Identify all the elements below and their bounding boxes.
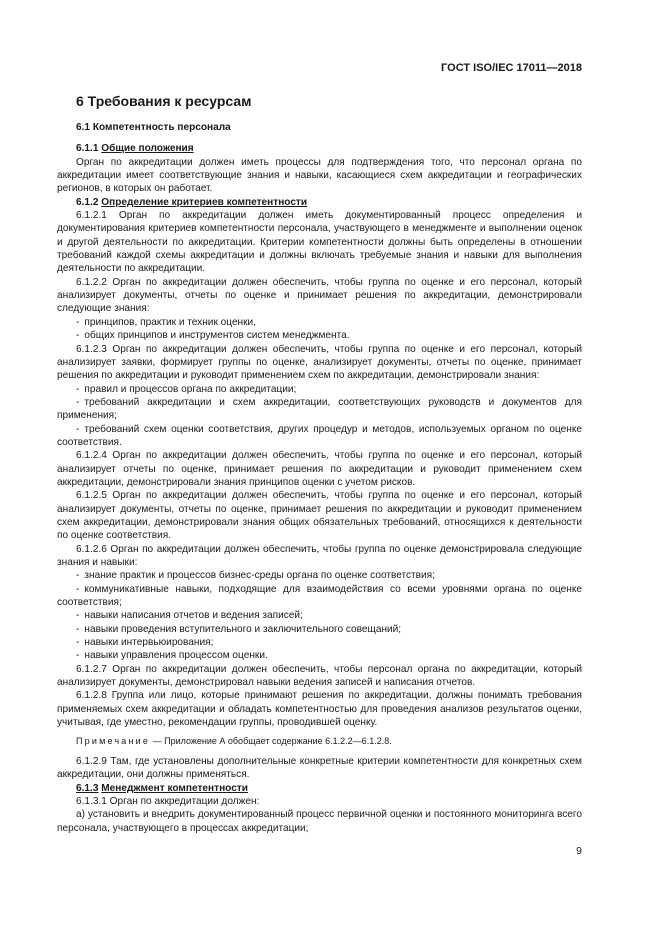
list-item-text: знание практик и процессов бизнес-среды органа по оценке соответствия; <box>84 570 435 582</box>
document-header: ГОСТ ISO/IEC 17011—2018 <box>441 62 582 74</box>
paragraph: 6.1.2.9 Там, где установлены дополнительные конкретные критерии компетентности для конкретных схем аккредитации, они должны применяться. <box>57 755 582 781</box>
list-item: - навыки проведения вступительного и заключительного совещаний; <box>76 623 402 635</box>
paragraph: 6.1.2.8 Группа или лицо, которые принимают решения по аккредитации, должны понимать требования применяемых схем аккредитации и обладать компетентностью для проведения анализов результатов оценки, учитывая, где уместно, рекомендации группы, проводившей оценку. <box>57 690 582 729</box>
section-title: 6 Требования к ресурсам <box>76 93 252 109</box>
document-body <box>57 121 582 835</box>
clause-title: Менеджмент компетентности <box>101 782 248 794</box>
clause-number: 6.1.1 <box>76 143 99 155</box>
paragraph: 6.1.2.4 Орган по аккредитации должен обеспечить, чтобы группа по оценке и его персонал, который анализирует отчеты по оценке, принимает решения по аккредитации и руководит применением схем аккредитации, демонстрировали знания принципов оценки с учетом рисков. <box>57 450 582 488</box>
clause-title: Общие положения <box>101 143 194 155</box>
clause-title: Определение критериев компетентности <box>101 196 308 208</box>
list-item: - общих принципов и инструментов систем менеджмента. <box>76 330 350 342</box>
paragraph: 6.1.2.2 Орган по аккредитации должен обеспечить, чтобы группа по оценке и его персонал, который анализирует документы, отчеты по оценке и принимает решения по аккредитации, демонстрировали следующие знания: <box>57 276 582 315</box>
paragraph: 6.1.3.1 Орган по аккредитации должен: <box>76 795 260 807</box>
note <box>57 735 582 748</box>
list-item-text: навыки интервьюирования; <box>84 637 214 649</box>
list-item-text: коммуникативные навыки, подходящие для взаимодействия со всеми уровнями органа по оценке соответствия; <box>57 583 582 609</box>
list-item-text: общих принципов и инструментов систем менеджмента. <box>84 330 350 342</box>
subsection-title: 6.1 Компетентность персонала <box>76 122 231 133</box>
list-item: - требований аккредитации и схем аккредитации, соответствующих руководств и документов для применения; <box>57 396 582 422</box>
clause-heading-6-1-3 <box>57 782 582 795</box>
list-item: - навыки управления процессом оценки. <box>76 650 268 662</box>
list-item: - правил и процессов органа по аккредитации; <box>76 383 297 395</box>
clause-heading-6-1-2 <box>57 196 582 209</box>
paragraph: Орган по аккредитации должен иметь процессы для подтверждения того, что персонал органа по аккредитации имеет соответствующие знания и навыки, касающиеся схем аккредитации и географических регионов, в которых он работает. <box>57 156 582 195</box>
note-text: — Приложение А обобщает содержание 6.1.2.2—6.1.2.8. <box>152 736 392 747</box>
list-item: - навыки написания отчетов и ведения записей; <box>76 610 303 622</box>
paragraph: 6.1.2.6 Орган по аккредитации должен обеспечить, чтобы группа по оценке демонстрировала следующие знания и навыки: <box>57 543 582 568</box>
page-number: 9 <box>576 845 582 857</box>
list-item: - знание практик и процессов бизнес-среды органа по оценке соответствия; <box>76 570 435 582</box>
list-item-text: навыки проведения вступительного и заключительного совещаний; <box>84 623 402 635</box>
note-label: Примечание <box>76 736 151 747</box>
clause-number: 6.1.2 <box>76 196 99 208</box>
list-item-text: требований аккредитации и схем аккредитации, соответствующих руководств и документов для применения; <box>57 396 582 422</box>
list-item-text: правил и процессов органа по аккредитации; <box>84 383 297 395</box>
list-item: - требований схем оценки соответствия, других процедур и методов, используемых органом по оценке соответствия. <box>57 423 582 448</box>
paragraph: 6.1.2.7 Орган по аккредитации должен обеспечить, чтобы персонал органа по аккредитации, который анализирует документы, демонстрировал навыки ведения записей и написания отчетов. <box>57 663 582 689</box>
clause-number: 6.1.3 <box>76 782 99 794</box>
list-item-text: принципов, практик и техник оценки, <box>84 316 256 328</box>
list-item: - принципов, практик и техник оценки, <box>76 316 256 328</box>
list-item-text: навыки управления процессом оценки. <box>84 650 268 662</box>
list-item: - навыки интервьюирования; <box>76 637 214 649</box>
list-item: - коммуникативные навыки, подходящие для взаимодействия со всеми уровнями органа по оценке соответствия; <box>57 583 582 609</box>
paragraph: 6.1.2.5 Орган по аккредитации должен обеспечить, чтобы группа по оценке и его персонал, который анализирует документы, отчеты по оценке, принимает решения по аккредитации и руководит применением схем аккредитации, демонстрировали знания общих обязательных требований, относящихся к деятельности по оценке соответствия. <box>57 490 582 542</box>
clause-heading-6-1-1 <box>57 142 582 155</box>
paragraph: 6.1.2.1 Орган по аккредитации должен иметь документированный процесс определения и документирования критериев компетентности персонала, участвующего в менеджменте и выполнении оценок и другой деятельности по аккредитации. Критерии компетентности должны быть определены в отношении требований каждой схемы аккредитации и должны включать требуемые знания и навыки для выполнения деятельности по аккредитации. <box>57 210 582 275</box>
paragraph: а) установить и внедрить документированный процесс первичной оценки и постоянного мониторинга всего персонала, участвующего в процессах аккредитации; <box>57 809 582 834</box>
list-item-text: требований схем оценки соответствия, других процедур и методов, используемых органом по оценке соответствия. <box>57 423 582 448</box>
paragraph: 6.1.2.3 Орган по аккредитации должен обеспечить, чтобы группа по оценке и его персонал, который анализирует заявки, формирует группы по оценке, анализирует документы, отчеты по оценке, принимает решения по аккредитации и руководит применением схем по аккредитации, демонстрировали знания: <box>57 343 582 382</box>
list-item-text: навыки написания отчетов и ведения записей; <box>84 610 303 622</box>
